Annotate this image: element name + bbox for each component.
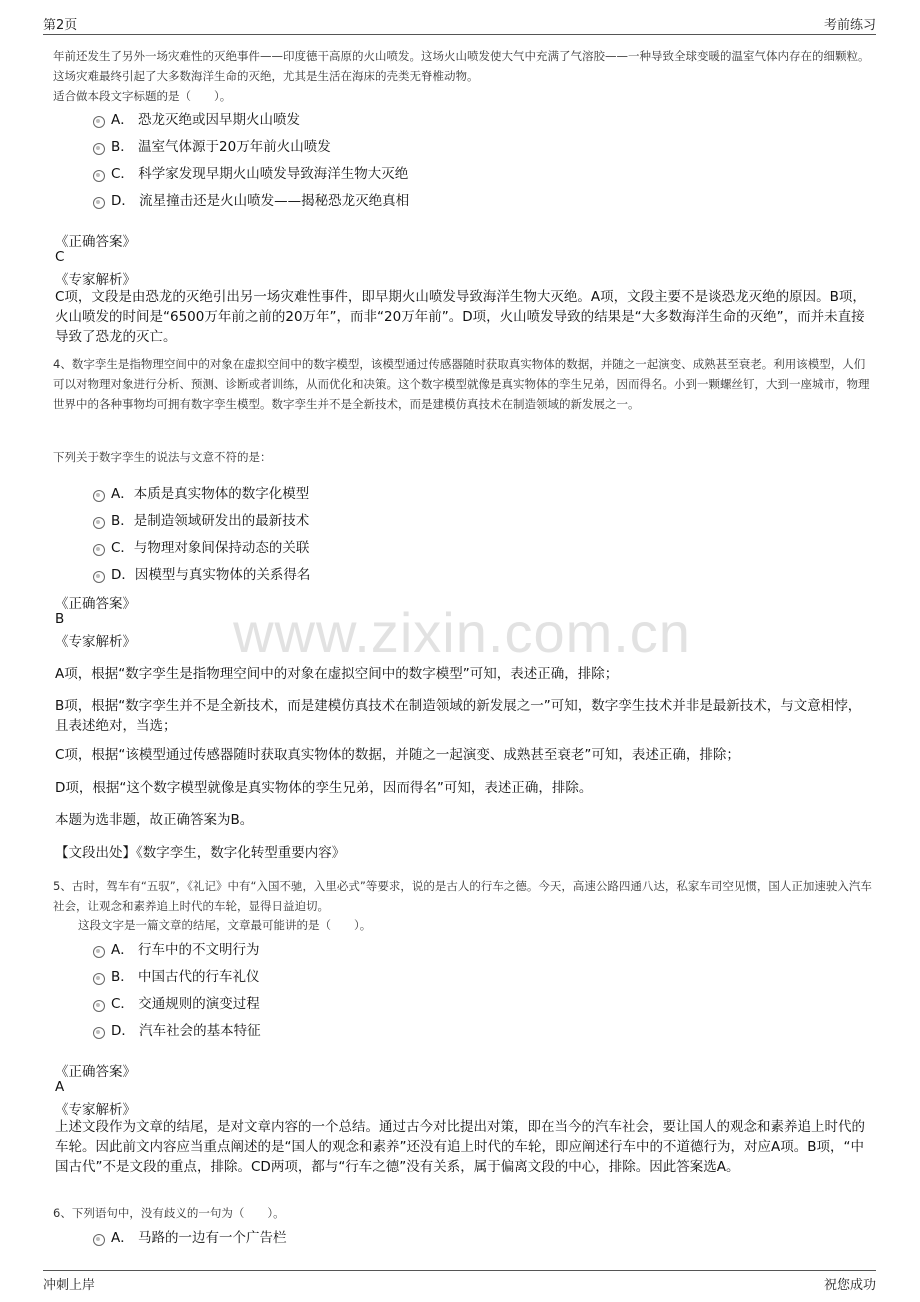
- q3-option-d[interactable]: D． 流星撞击还是火山喷发——揭秘恐龙灭绝真相: [93, 189, 409, 209]
- header-title: 考前练习: [823, 18, 876, 33]
- radio-icon[interactable]: [93, 946, 105, 958]
- q4-passage: 4、数字孪生是指物理空间中的对象在虚拟空间中的数字模型，该模型通过传感器随时获取真实物体的数据，并随之一起演变、成熟甚至衰老。利用该模型，人们可以对物理对象进行分析、预测、诊断或者训练，从而优化和决策。这个数字模型就像是真实物体的孪生兄弟，因而得名。小到一颗螺丝钉，大到一座城市，物理世界中的各种事物均可拥有数字孪生模型。数字孪生并不是全新技术，而是建模仿真技术在制造领域的新发展之一。: [53, 357, 870, 411]
- q4-answer-label: 《正确答案》: [55, 596, 136, 612]
- q4-analysis-label: 《专家解析》: [55, 634, 136, 650]
- q5-option-a[interactable]: A． 行车中的不文明行为: [93, 938, 260, 958]
- radio-icon[interactable]: [93, 973, 105, 985]
- radio-icon[interactable]: [93, 490, 105, 502]
- q5-option-c[interactable]: C． 交通规则的演变过程: [93, 992, 260, 1012]
- q5-answer-label: 《正确答案》: [55, 1064, 136, 1080]
- q4-stem: 下列关于数字孪生的说法与文意不符的是：: [53, 450, 272, 464]
- q3-stem: 适合做本段文字标题的是（ ）。: [53, 89, 232, 103]
- footer-divider: [43, 1270, 876, 1271]
- q4-answer: B: [55, 611, 65, 627]
- watermark: www.zixin.com.cn: [233, 601, 691, 664]
- page-number: 第2页: [43, 18, 78, 33]
- radio-icon[interactable]: [93, 143, 105, 155]
- radio-icon[interactable]: [93, 517, 105, 529]
- page-header: [0, 0, 920, 36]
- q4-option-c[interactable]: C．与物理对象间保持动态的关联: [93, 536, 309, 556]
- q5-passage: 5、古时，驾车有“五驭”，《礼记》中有“入国不驰，入里必式”等要求，说的是古人的行车之德。今天，高速公路四通八达，私家车司空见惯，国人正加速驶入汽车社会，让观念和素养追上时代的车轮，显得日益迫切。: [53, 879, 872, 913]
- radio-icon[interactable]: [93, 170, 105, 182]
- q3-answer: C: [55, 249, 65, 265]
- q6-stem: 6、下列语句中，没有歧义的一句为（ ）。: [53, 1206, 285, 1220]
- q3-option-c[interactable]: C． 科学家发现早期火山喷发导致海洋生物大灭绝: [93, 162, 408, 182]
- page-footer: [0, 1268, 920, 1302]
- q5-analysis-label: 《专家解析》: [55, 1102, 136, 1118]
- q5-analysis: 上述文段作为文章的结尾，是对文章内容的一个总结。通过古今对比提出对策，即在当今的汽车社会，要让国人的观念和素养追上时代的车轮。因此前文内容应当重点阐述的是“国人的观念和素养”还没有追上时代的车轮，即应阐述行车中的不道德行为，对应A项。B项，“中国古代”不是文段的重点，排除。CD两项，都与“行车之德”没有关系，属于偏离文段的中心，排除。因此答案选A。: [55, 1119, 865, 1175]
- footer-left: 冲刺上岸: [43, 1278, 96, 1293]
- q4-option-b[interactable]: B．是制造领域研发出的最新技术: [93, 509, 309, 529]
- q5-option-b[interactable]: B． 中国古代的行车礼仪: [93, 965, 260, 985]
- radio-icon[interactable]: [93, 1027, 105, 1039]
- radio-icon[interactable]: [93, 1000, 105, 1012]
- q4-analysis-c: C项，根据“该模型通过传感器随时获取真实物体的数据，并随之一起演变、成熟甚至衰老”可知，表述正确，排除；: [55, 747, 740, 763]
- q3-analysis-label: 《专家解析》: [55, 272, 136, 288]
- radio-icon[interactable]: [93, 116, 105, 128]
- radio-icon[interactable]: [93, 544, 105, 556]
- radio-icon[interactable]: [93, 197, 105, 209]
- q5-answer: A: [55, 1079, 65, 1095]
- q5-stem: 这段文字是一篇文章的结尾，文章最可能讲的是（ ）。: [78, 918, 372, 932]
- q3-passage: 年前还发生了另外一场灾难性的灭绝事件——印度德干高原的火山喷发。这场火山喷发使大气中充满了气溶胶——一种导致全球变暖的温室气体内存在的细颗粒。这场灾难最终引起了大多数海洋生命的灭绝，尤其是生活在海床的壳类无脊椎动物。 适合做本段文字标题的是（ ）。: [53, 46, 873, 106]
- q3-option-a[interactable]: A． 恐龙灭绝或因早期火山喷发: [93, 108, 300, 128]
- radio-icon[interactable]: [93, 571, 105, 583]
- q6-option-a[interactable]: A． 马路的一边有一个广告栏: [93, 1226, 287, 1246]
- q4-analysis-b: B项，根据“数字孪生并不是全新技术，而是建模仿真技术在制造领域的新发展之一”可知，数字孪生技术并非是最新技术，与文意相悖，且表述绝对，当选；: [55, 698, 862, 734]
- q4-source: 【文段出处】《数字孪生，数字化转型重要内容》: [55, 845, 346, 861]
- q4-conclusion: 本题为选非题，故正确答案为B。: [55, 812, 254, 828]
- q4-analysis-a: A项，根据“数字孪生是指物理空间中的对象在虚拟空间中的数字模型”可知，表述正确，排除；: [55, 666, 619, 682]
- q3-option-b[interactable]: B． 温室气体源于20万年前火山喷发: [93, 135, 331, 155]
- q5-option-d[interactable]: D． 汽车社会的基本特征: [93, 1019, 261, 1039]
- q4-option-a[interactable]: A．本质是真实物体的数字化模型: [93, 482, 309, 502]
- radio-icon[interactable]: [93, 1234, 105, 1246]
- q4-analysis-d: D项，根据“这个数字模型就像是真实物体的孪生兄弟，因而得名”可知，表述正确，排除。: [55, 780, 593, 796]
- footer-right: 祝您成功: [823, 1278, 876, 1293]
- q3-answer-label: 《正确答案》: [55, 234, 136, 250]
- q3-analysis: C项，文段是由恐龙的灭绝引出另一场灾难性事件，即早期火山喷发导致海洋生物大灭绝。A项，文段主要不是谈恐龙灭绝的原因。B项，火山喷发的时间是“6500万年前之前的20万年”，而非“20万年前”。D项，火山喷发导致的结果是“大多数海洋生命的灭绝”，而并未直接导致了恐龙的灭亡。: [55, 289, 866, 345]
- header-divider: [43, 34, 876, 35]
- q4-option-d[interactable]: D．因模型与真实物体的关系得名: [93, 563, 310, 583]
